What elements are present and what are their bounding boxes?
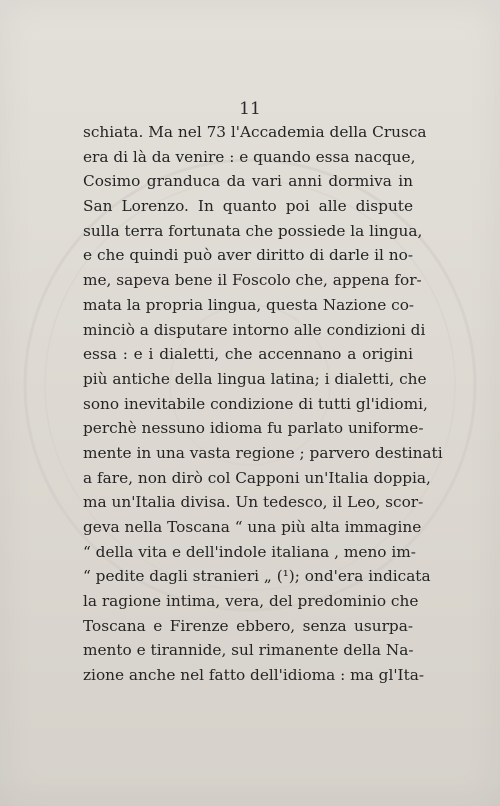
text-line: Toscana e Firenze ebbero, senza usurpa- [83, 616, 413, 635]
text-line: “ pedite dagli stranieri „ (¹); ond'era indicata [83, 567, 431, 586]
text-line: perchè nessuno idioma fu parlato uniforme- [83, 419, 424, 438]
text-line: e che quindi può aver diritto di darle il no- [83, 246, 413, 265]
text-line: mata la propria lingua, questa Nazione co- [83, 295, 415, 314]
text-line: minciò a disputare intorno alle condizioni di [83, 320, 426, 339]
text-line: Cosimo granduca da vari anni dormiva in [83, 172, 413, 191]
text-line: ma un'Italia divisa. Un tedesco, il Leo, scor- [83, 493, 424, 512]
text-line: era di là da venire : e quando essa nacque, [83, 147, 416, 166]
text-line: me, sapeva bene il Foscolo che, appena for- [83, 271, 422, 290]
text-line: “ della vita e dell'indole italiana , meno im- [83, 542, 416, 561]
text-line: essa : e i dialetti, che accennano a origini [83, 345, 413, 364]
body-text [83, 120, 443, 688]
text-line: la ragione intima, vera, del predominio che [83, 592, 419, 611]
text-line: zione anche nel fatto dell'idioma : ma gl'Ita- [83, 666, 425, 685]
text-line: mento e tirannide, sul rimanente della Na- [83, 641, 414, 660]
text-line: sulla terra fortunata che possiede la lingua, [83, 221, 423, 240]
text-line: geva nella Toscana “ una più alta immagine [83, 518, 422, 536]
text-line: San Lorenzo. In quanto poi alle dispute [83, 197, 413, 216]
text-line: più antiche della lingua latina; i dialetti, che [83, 369, 427, 388]
text-line: mente in una vasta regione ; parvero destinati [83, 443, 443, 462]
text-line: sono inevitabile condizione di tutti gl'idiomi, [83, 394, 428, 413]
text-line: a fare, non dirò col Capponi un'Italia doppia, [83, 468, 431, 487]
page-number: 11 [239, 99, 261, 119]
text-line: schiata. Ma nel 73 l'Accademia della Crusca [83, 123, 427, 141]
